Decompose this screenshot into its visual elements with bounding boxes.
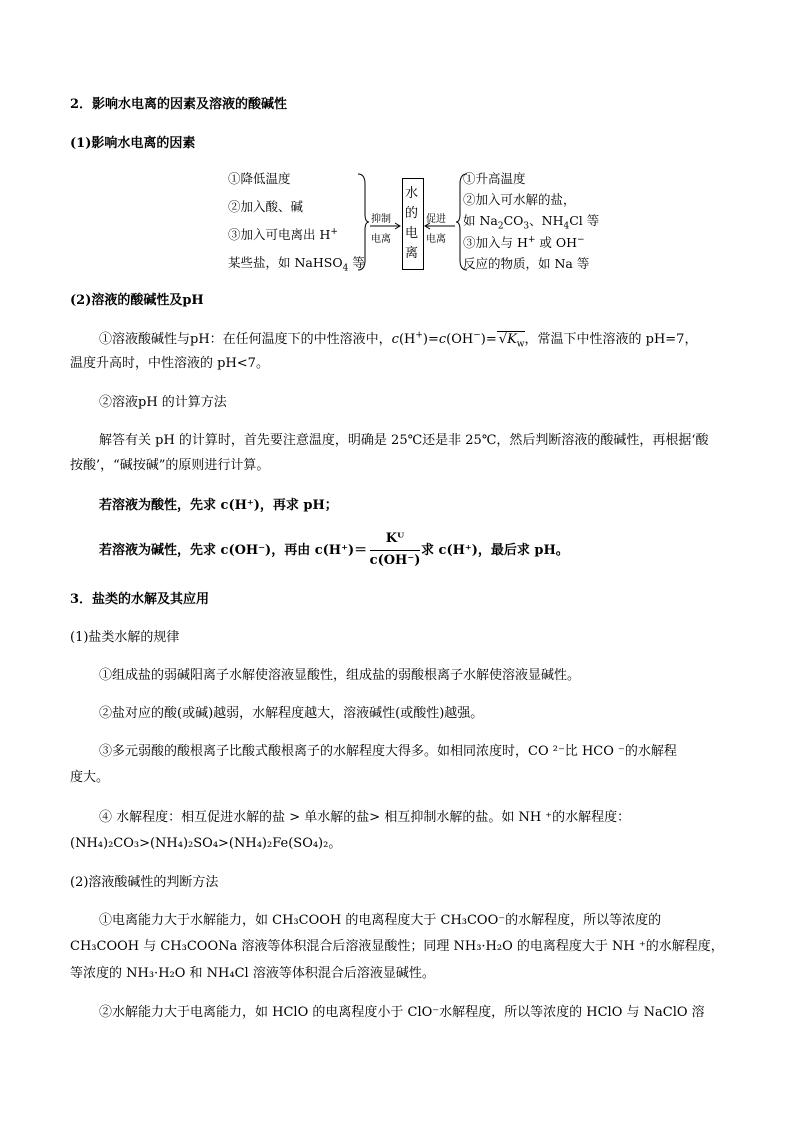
paragraph-line: 解答有关 pH 的计算时，首先要注意温度，明确是 25℃还是非 25℃，然后判断溶液的酸碱性，再根据‘酸 <box>99 433 709 448</box>
paragraph-line: 若溶液为碱性，先求 c(OH⁻)，再由 c(H⁺)＝ <box>99 543 368 558</box>
left-brace-icon <box>356 172 370 272</box>
diagram-left-item: ③加入可电离出 H+ <box>228 226 338 242</box>
diagram-right-item: 如 $Na_2CO_3$、$NH_4Cl$ 等 <box>463 213 600 232</box>
box-char: 离 <box>405 246 419 261</box>
diagram-left-item: ①降低温度 <box>228 171 291 186</box>
fraction-bar <box>370 550 420 551</box>
paragraph-line: 按酸’，“碱按碱”的原则进行计算。 <box>70 458 270 473</box>
paragraph-line: 温度升高时，中性溶液的 pH<7。 <box>70 356 269 371</box>
box-char: 电 <box>405 226 419 241</box>
paragraph-line: 等浓度的 NH₃·H₂O 和 NH₄Cl 溶液等体积混合后溶液显碱性。 <box>70 966 435 981</box>
box-char: 的 <box>405 206 419 221</box>
paragraph-line: (NH₄)₂CO₃>(NH₄)₂SO₄>(NH₄)₂Fe(SO₄)₂。 <box>70 836 342 851</box>
arrow-left-icon <box>423 222 456 230</box>
diagram-right-item: ③加入与 H+ 或 OH− <box>463 234 585 250</box>
diagram-left-item: ②加入酸、碱 <box>228 199 304 214</box>
diagram-right-item: 反应的物质，如 Na 等 <box>463 256 590 271</box>
diagram-left-item: 某些盐，如 NaHSO$_4$ 等 <box>228 255 365 274</box>
diagram-right-item: ①升高温度 <box>463 171 526 186</box>
paragraph-line: ②盐对应的酸(或碱)越弱，水解程度越大，溶液碱性(或酸性)越强。 <box>99 706 484 721</box>
subsection-heading: (2)溶液酸碱性的判断方法 <box>70 875 219 890</box>
section-heading: 2．影响水电离的因素及溶液的酸碱性 <box>70 97 288 112</box>
section-heading: 3．盐类的水解及其应用 <box>70 592 210 607</box>
arrow-right-icon <box>369 222 402 230</box>
paragraph-line: ③多元弱酸的酸根离子比酸式酸根离子的水解程度大得多。如相同浓度时，CO ²⁻比 HCO ⁻的水解程 <box>99 744 677 759</box>
paragraph-line: ②溶液pH 的计算方法 <box>99 395 227 410</box>
fraction-numerator: Kᵂ <box>385 531 405 546</box>
promote-label: 电离 <box>426 234 446 245</box>
inhibit-label: 抑制 <box>371 214 391 225</box>
promote-label: 促进 <box>426 214 446 225</box>
paragraph-line: ①溶液酸碱性与pH：在任何温度下的中性溶液中，$c(H^+)=c(OH^-)= √K_w$，常温下中性溶液的 pH=7， <box>99 330 698 350</box>
box-char: 水 <box>405 186 419 201</box>
inhibit-label: 电离 <box>371 234 391 245</box>
subsection-heading: (2)溶液的酸碱性及pH <box>70 293 204 308</box>
diagram-right-item: ②加入可水解的盐， <box>463 192 576 207</box>
paragraph-line: ①组成盐的弱碱阳离子水解使溶液显酸性，组成盐的弱酸根离子水解使溶液显碱性。 <box>99 668 581 683</box>
subsection-heading: (1)盐类水解的规律 <box>70 630 180 645</box>
paragraph-line: ④ 水解程度：相互促进水解的盐 > 单水解的盐> 相互抑制水解的盐。如 NH ⁺的水解程度： <box>99 810 631 825</box>
paragraph-line: CH₃COOH 与 CH₃COONa 溶液等体积混合后溶液显酸性；同理 NH₃·H₂O 的电离程度大于 NH ⁺的水解程度， <box>70 939 724 954</box>
paragraph-line: ②水解能力大于电离能力，如 HClO 的电离程度小于 ClO⁻水解程度，所以等浓度的 HClO 与 NaClO 溶 <box>99 1005 705 1020</box>
fraction-denominator: c(OH⁻) <box>369 553 421 568</box>
paragraph-line: ①电离能力大于水解能力，如 CH₃COOH 的电离程度大于 CH₃COO⁻的水解程度，所以等浓度的 <box>99 913 662 928</box>
paragraph-line: 度大。 <box>70 770 110 785</box>
paragraph-line: 若溶液为酸性，先求 c(H⁺)，再求 pH； <box>99 498 338 513</box>
subsection-heading: (1)影响水电离的因素 <box>70 136 196 151</box>
paragraph-line: 求 c(H⁺)，最后求 pH。 <box>421 543 569 558</box>
